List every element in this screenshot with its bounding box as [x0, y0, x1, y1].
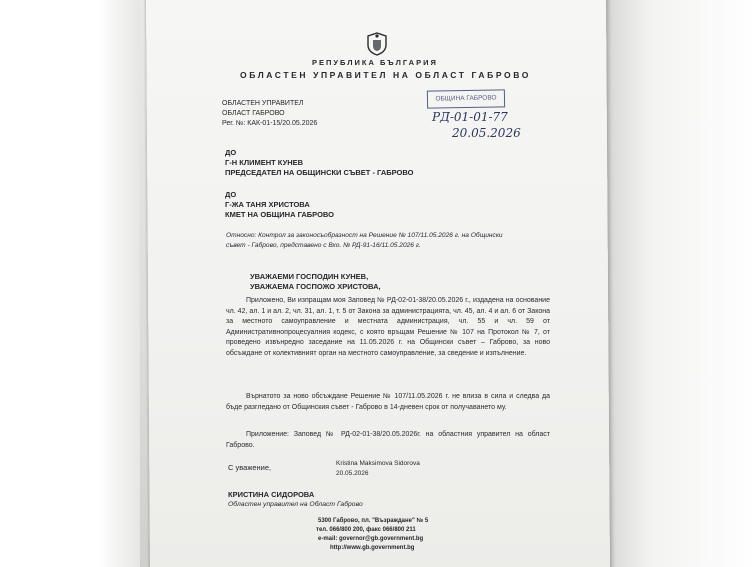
addressee1-to: ДО: [225, 148, 237, 157]
addressee2-to: ДО: [225, 190, 237, 199]
subject-line1: Относно: Контрол за законосъобразност на Решение № 107/11.05.2026 г. на Общински: [226, 232, 503, 239]
coat-of-arms-icon: [364, 32, 390, 56]
footer-address: 5300 Габрово, пл. "Възраждане" № 5: [318, 518, 429, 524]
header-authority: ОБЛАСТЕН УПРАВИТЕЛ НА ОБЛАСТ ГАБРОВО: [240, 70, 531, 80]
esignature-name: Kristina Maksimova Sidorova: [336, 460, 420, 467]
sender-reg: Рег. №: КАК-01-15/20.05.2026: [222, 120, 318, 127]
addressee2-name: Г-ЖА ТАНЯ ХРИСТОВА: [225, 200, 310, 209]
esignature-date: 20.05.2026: [336, 470, 369, 477]
paragraph-2: Върнатото за ново обсъждане Решение № 107/11.05.2026 г. не влиза в сила и следва да бъде разгледано от Общинския съвет - Габрово в 14-дневен срок от получаването му.: [226, 393, 550, 411]
footer-email: e-mail: governor@gb.government.bg: [318, 536, 424, 542]
footer-web: http://www.gb.government.bg: [330, 545, 415, 551]
sender-line1: ОБЛАСТЕН УПРАВИТЕЛ: [222, 100, 304, 107]
signatory-title: Областен управител на Област Габрово: [228, 501, 363, 508]
addressee2-title: КМЕТ НА ОБЩИНА ГАБРОВО: [225, 210, 334, 219]
sender-line2: ОБЛАСТ ГАБРОВО: [222, 110, 285, 117]
subject-line2: съвет - Габрово, представено с Вхо. № РД-91-16/11.05.2026 г.: [226, 242, 421, 249]
stamp-reg-handwritten: РД-01-01-77: [432, 110, 508, 124]
background-left: [0, 0, 140, 567]
stamp-date-handwritten: 20.05.2026: [452, 126, 521, 140]
addressee1-title: ПРЕДСЕДАТЕЛ НА ОБЩИНСКИ СЪВЕТ - ГАБРОВО: [225, 168, 414, 177]
closing-regards: С уважение,: [228, 463, 272, 472]
paragraph-1: Приложено, Ви изпращам моя Заповед № РД-02-01-38/20.05.2026 г., издадена на основание чл. 42, ал. 1 и ал. 2, чл. 31, ал. 1, т. 5 от Закона за администрацията, чл. 45, ал. 4 и ал. 6 от Закона за местното самоуправление и местната администрация, чл. 55 и чл. 59 от Административнопроцесуалния кодекс, с която връщам Решение № 107 на Протокол № 7, от проведено извънредно заседание на 11.05.2026 г. на Общински съвет – Габрово, за ново обсъждане от колективният орган на местното самоуправление, за сведение и изпълнение.: [226, 297, 550, 357]
background-right: [606, 0, 756, 567]
header-republic: РЕПУБЛИКА БЪЛГАРИЯ: [312, 58, 438, 67]
paragraph-3: Приложение: Заповед № РД-02-01-38/20.05.2026г. на областния управител на област Габрово.: [226, 431, 550, 449]
footer-phone: тел. 066/800 200, факс 066/800 211: [316, 527, 416, 533]
addressee1-name: Г-Н КЛИМЕНТ КУНЕВ: [225, 158, 304, 167]
greeting-line1: УВАЖАЕМИ ГОСПОДИН КУНЕВ,: [250, 272, 369, 281]
greeting-line2: УВАЖАЕМА ГОСПОЖО ХРИСТОВА,: [250, 282, 381, 291]
signatory-name: КРИСТИНА СИДОРОВА: [228, 490, 315, 499]
incoming-stamp: ОБЩИНА ГАБРОВО: [427, 89, 505, 108]
